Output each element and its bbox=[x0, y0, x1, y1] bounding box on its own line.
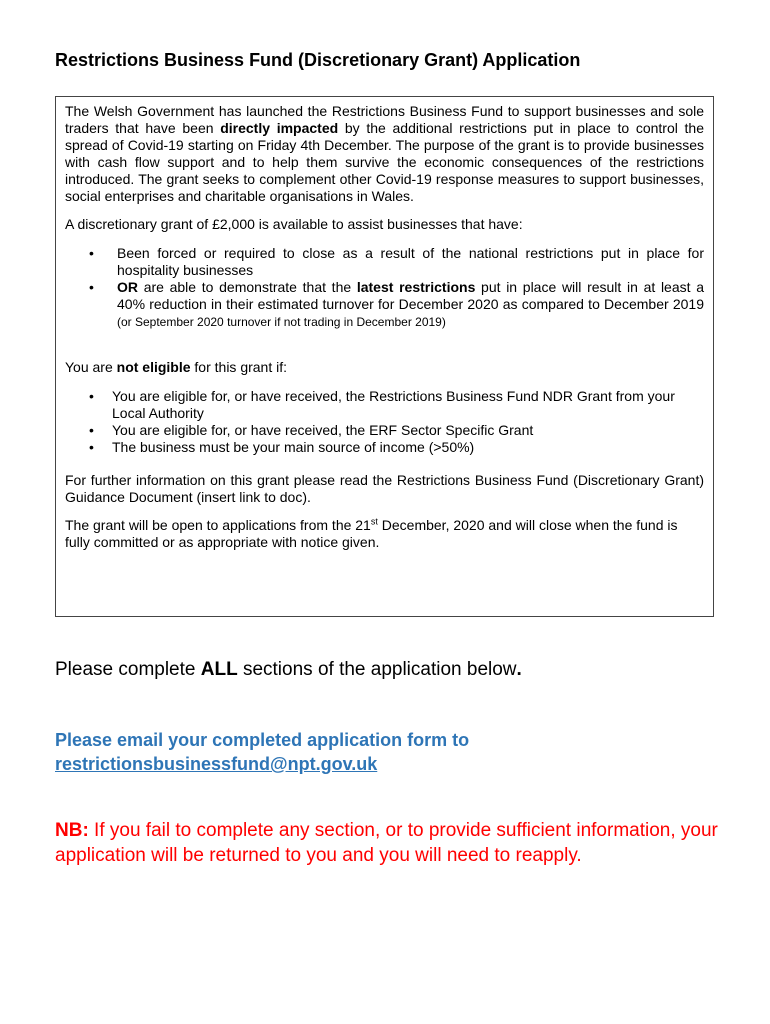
email-instruction bbox=[55, 728, 469, 776]
list-item-text: The business must be your main source of income (>50%) bbox=[112, 439, 475, 455]
intro-text-2: by the additional restrictions put in place to control the spread of Covid-19 starting on Friday 4th December. The purpose of the grant is to provide businesses with cash flow support and to help them survive the economic consequences of the restrictions introduced. The grant seeks to complement other Covid-19 response measures to support businesses, social enterprises and charitable organisations in Wales. bbox=[65, 120, 705, 204]
list-item bbox=[65, 245, 704, 279]
eligibility-list bbox=[65, 245, 704, 331]
not-eligible-emphasis: not eligible bbox=[116, 359, 191, 375]
email-link[interactable]: restrictionsbusinessfund@npt.gov.uk bbox=[55, 754, 378, 774]
intro-paragraph bbox=[65, 103, 704, 205]
list-item bbox=[65, 279, 704, 331]
bullet: • bbox=[89, 279, 94, 295]
text: You are bbox=[65, 359, 117, 375]
not-eligible-list bbox=[65, 388, 704, 456]
note-text: (or September 2020 turnover if not trading in December 2019) bbox=[117, 315, 446, 329]
email-line: Please email your completed application form to bbox=[55, 730, 470, 750]
list-item-text: are able to demonstrate that the bbox=[138, 279, 357, 295]
further-info-text: For further information on this grant please read the Restrictions Business Fund (Discretionary Grant) Guidance Document (insert link to doc). bbox=[65, 472, 704, 505]
grant-amount-text: A discretionary grant of £2,000 is available to assist businesses that have: bbox=[65, 216, 523, 232]
bullet: • bbox=[89, 439, 94, 455]
or-emphasis: OR bbox=[117, 279, 138, 295]
not-eligible-heading bbox=[65, 359, 704, 376]
text: Please complete bbox=[55, 659, 201, 680]
complete-instruction bbox=[55, 659, 522, 681]
list-item-text: You are eligible for, or have received, the Restrictions Business Fund NDR Grant from your Local Authority bbox=[112, 388, 675, 421]
latest-restrictions-emphasis: latest restrictions bbox=[356, 279, 476, 295]
bullet: • bbox=[89, 388, 94, 404]
nb-warning bbox=[55, 818, 735, 868]
period: . bbox=[516, 659, 522, 680]
intro-emphasis: directly impacted bbox=[220, 120, 339, 136]
intro-box bbox=[55, 96, 714, 617]
list-item bbox=[65, 388, 704, 422]
list-item bbox=[65, 439, 704, 456]
all-emphasis: ALL bbox=[200, 659, 238, 680]
text: for this grant if: bbox=[190, 359, 288, 375]
list-item-text: You are eligible for, or have received, the ERF Sector Specific Grant bbox=[112, 422, 534, 438]
list-item bbox=[65, 422, 704, 439]
list-item-text: put in place will result in at least a 40% reduction in their estimated turnover for December 2020 as compared to December 2019 bbox=[117, 279, 704, 312]
page-title: Restrictions Business Fund (Discretionary Grant) Application bbox=[55, 50, 581, 70]
nb-text: If you fail to complete any section, or to provide sufficient information, your application will be returned to you and you will need to reapply. bbox=[55, 820, 718, 866]
text: sections of the application below bbox=[237, 659, 517, 680]
bullet: • bbox=[89, 422, 94, 438]
list-item-text: Been forced or required to close as a result of the national restrictions put in place for hospitality businesses bbox=[117, 245, 704, 278]
nb-label: NB: bbox=[55, 820, 89, 841]
superscript: st bbox=[370, 516, 378, 527]
open-dates-text bbox=[65, 517, 704, 551]
intro-text-1: The Welsh Government has launched the Restrictions Business Fund to support businesses and sole traders that have been bbox=[65, 103, 704, 136]
bullet: • bbox=[89, 245, 94, 261]
text: The grant will be open to applications from the 21 bbox=[65, 517, 371, 533]
text: December, 2020 and will close when the fund is fully committed or as appropriate with notice given. bbox=[65, 517, 678, 550]
